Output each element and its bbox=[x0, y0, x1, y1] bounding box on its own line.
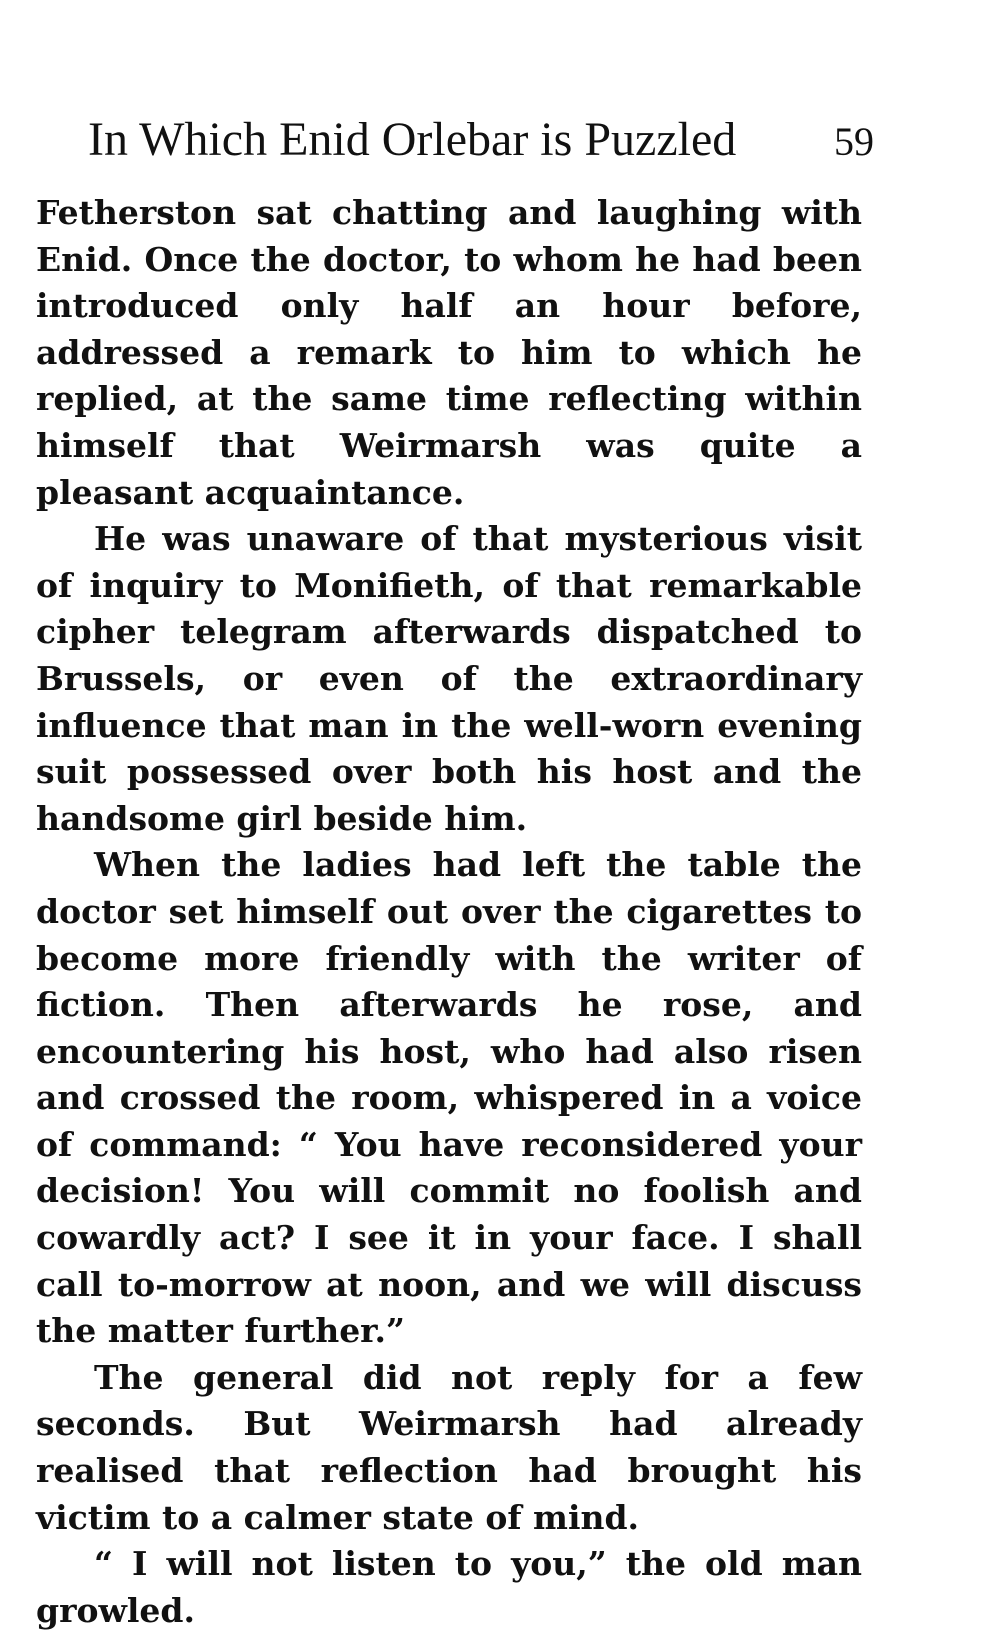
paragraph-4: The general did not reply for a few seconds. But Weirmarsh had already realised that reflection had brought his victim to a calmer state of mind. bbox=[36, 1357, 862, 1537]
paragraph-3: When the ladies had left the table the doctor set himself out over the cigarettes to become more friendly with the writer of fiction. Then afterwards he rose, and encountering his host, who had also risen and crossed the room, whispered in a voice of command: “ You have reconsidered your decision! You will commit no foolish and cowardly act? I see it in your face. I shall call to-morrow at noon, and we will discuss the matter further.” bbox=[36, 845, 862, 1351]
paragraph-1: Fetherston sat chatting and laughing with Enid. Once the doctor, to whom he had been introduced only half an hour before, addressed a remark to him to which he replied, at the same time reflecting within himself that Weirmarsh was quite a pleasant acquaintance. bbox=[36, 193, 862, 512]
running-header bbox=[88, 112, 878, 176]
page-number: 59 bbox=[834, 119, 874, 164]
paragraph-5: “ I will not listen to you,” the old man growled. bbox=[36, 1544, 862, 1630]
paragraph-2: He was unaware of that mysterious visit of inquiry to Monifieth, of that remarkable cipher telegram afterwards dispatched to Brussels, or even of the extraordinary influence that man in the well-worn evening suit possessed over both his host and the handsome girl beside him. bbox=[36, 519, 862, 838]
chapter-title: In Which Enid Orlebar is Puzzled bbox=[88, 113, 737, 166]
body-text bbox=[36, 190, 862, 1634]
